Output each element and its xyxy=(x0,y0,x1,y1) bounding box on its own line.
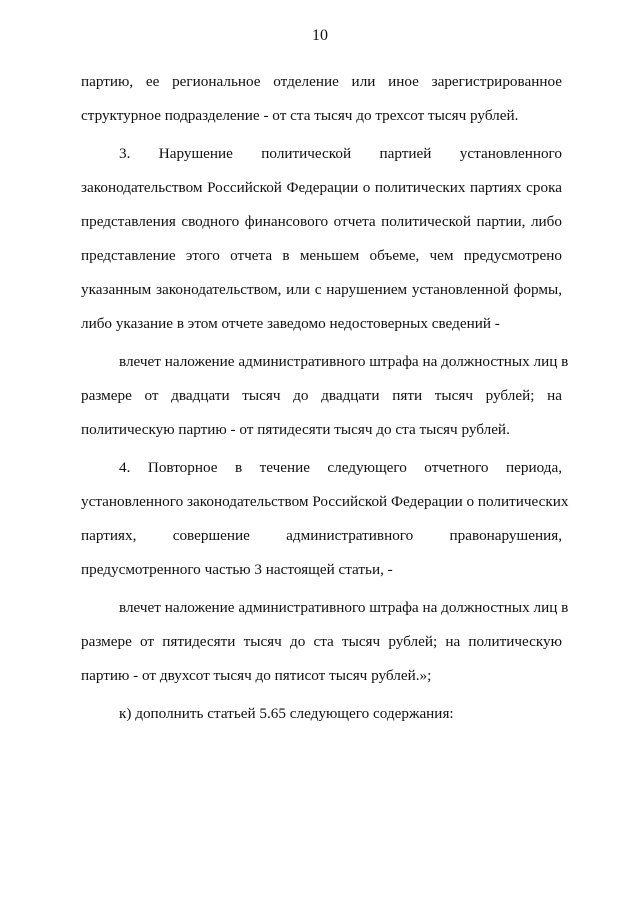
text-line-6: представление этого отчета в меньшем объеме, чем предусмотрено xyxy=(81,247,562,264)
text-line-12: 4. Повторное в течение следующего отчетного периода, xyxy=(119,459,562,476)
text-line-9: влечет наложение административного штрафа на должностных лиц в xyxy=(119,353,569,370)
page-number: 10 xyxy=(312,27,328,44)
text-line-10: размере от двадцати тысяч до двадцати пяти тысяч рублей; на xyxy=(81,387,562,404)
text-line-2: структурное подразделение - от ста тысяч до трехсот тысяч рублей. xyxy=(81,107,519,124)
text-line-7: указанным законодательством, или с нарушением установленной формы, xyxy=(81,281,562,298)
text-line-1: партию, ее региональное отделение или иное зарегистрированное xyxy=(81,73,562,90)
text-line-19: к) дополнить статьей 5.65 следующего содержания: xyxy=(119,705,454,722)
text-line-4: законодательством Российской Федерации о политических партиях срока xyxy=(81,179,562,196)
text-line-3: 3. Нарушение политической партией установленного xyxy=(119,145,562,162)
text-line-11: политическую партию - от пятидесяти тысяч до ста тысяч рублей. xyxy=(81,421,510,438)
text-line-18: партию - от двухсот тысяч до пятисот тысяч рублей.»; xyxy=(81,667,432,684)
text-line-13: установленного законодательством Российской Федерации о политических xyxy=(81,493,569,510)
text-line-5: представления сводного финансового отчета политической партии, либо xyxy=(81,213,562,230)
text-line-15: предусмотренного частью 3 настоящей статьи, - xyxy=(81,561,393,578)
text-line-17: размере от пятидесяти тысяч до ста тысяч рублей; на политическую xyxy=(81,633,562,650)
text-line-14: партиях, совершение административного правонарушения, xyxy=(81,527,562,544)
text-line-8: либо указание в этом отчете заведомо недостоверных сведений - xyxy=(81,315,500,332)
text-line-16: влечет наложение административного штрафа на должностных лиц в xyxy=(119,599,569,616)
